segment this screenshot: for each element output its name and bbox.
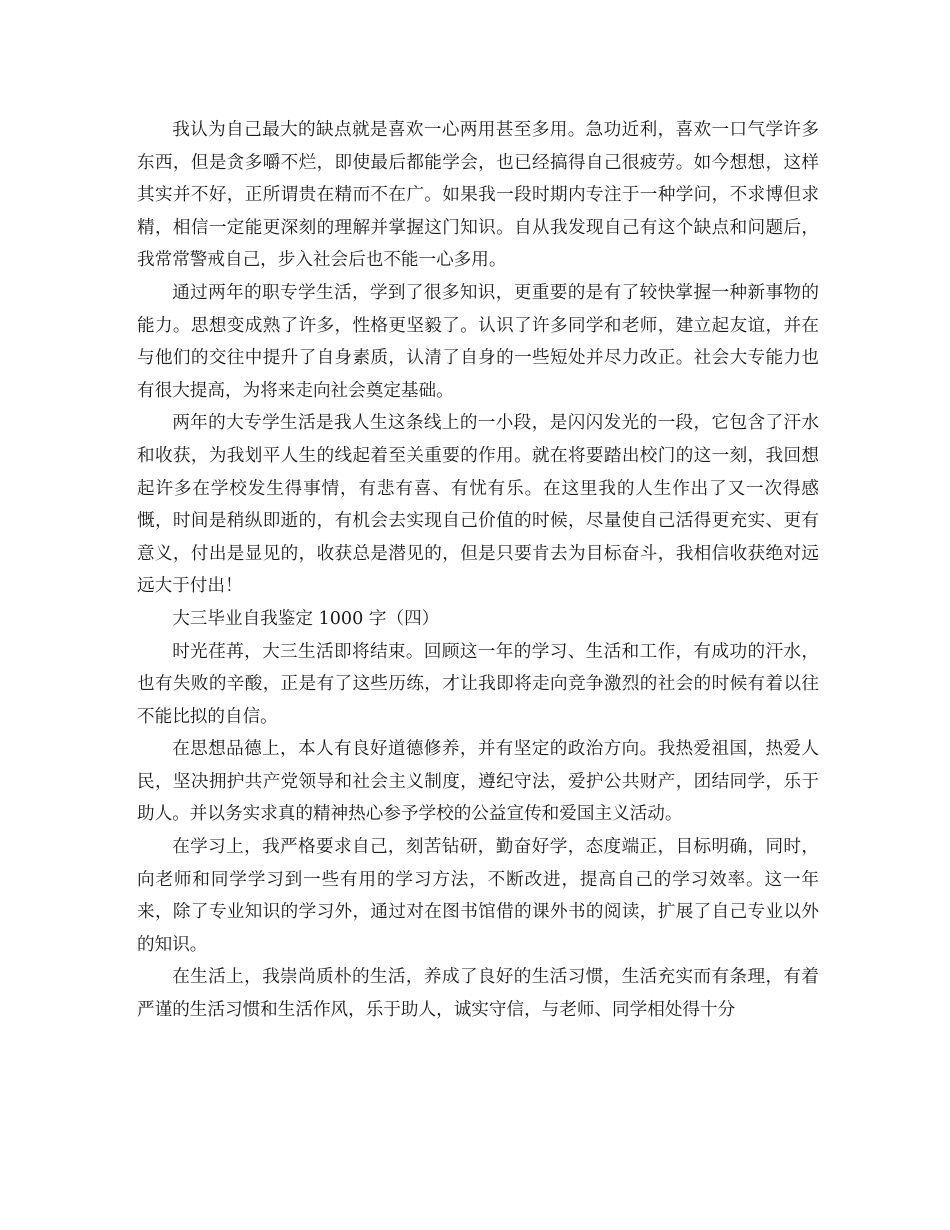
paragraph-study: 在学习上，我严格要求自己，刻苦钻研，勤奋好学，态度端正，目标明确，同时，向老师和同学学习到一些有用的学习方法，不断改进，提高自己的学习效率。这一年来，除了专业知识的学习外，通过对在图书馆借的课外书的阅读，扩展了自己专业以外的知识。 [137, 837, 819, 955]
paragraph-moral-character: 在思想品德上，本人有良好道德修养，并有坚定的政治方向。我热爱祖国，热爱人民，坚决拥护共产党领导和社会主义制度，遵纪守法，爱护公共财产，团结同学，乐于助人。并以务实求真的精神热心参予学校的公益宣传和爱国主义活动。 [137, 739, 819, 825]
paragraph-year-review: 时光荏苒，大三生活即将结束。回顾这一年的学习、生活和工作，有成功的汗水，也有失败的辛酸，正是有了这些历练，才让我即将走向竞争激烈的社会的时候有着以往不能比拟的自信。 [137, 641, 819, 727]
paragraph-shortcomings: 我认为自己最大的缺点就是喜欢一心两用甚至多用。急功近利，喜欢一口气学许多东西，但是贪多嚼不烂，即使最后都能学会，也已经搞得自己很疲劳。如今想想，这样其实并不好，正所谓贵在精而不在广。如果我一段时期内专注于一种学问，不求博但求精，相信一定能更深刻的理解并掌握这门知识。自从我发现自己有这个缺点和问题后，我常常警戒自己，步入社会后也不能一心多用。 [137, 120, 819, 271]
paragraph-life-reflection: 两年的大专学生活是我人生这条线上的一小段，是闪闪发光的一段，它包含了汗水和收获，为我划平人生的线起着至关重要的作用。就在将要踏出校门的这一刻，我回想起许多在学校发生得事情，有悲有喜、有忧有乐。在这里我的人生作出了又一次得感慨，时间是稍纵即逝的，有机会去实现自己价值的时候，尽量使自己活得更充实、更有意义，付出是显见的，收获总是潜见的，但是只要肯去为目标奋斗，我相信收获绝对远远大于付出！ [137, 413, 819, 597]
document-body [137, 114, 819, 1027]
paragraph-two-years-study: 通过两年的职专学生活，学到了很多知识，更重要的是有了较快掌握一种新事物的能力。思想变成熟了许多，性格更坚毅了。认识了许多同学和老师，建立起友谊，并在与他们的交往中提升了自身素质，认清了自身的一些短处并尽力改正。社会大专能力也有很大提高，为将来走向社会奠定基础。 [137, 282, 819, 401]
paragraph-daily-life: 在生活上，我崇尚质朴的生活，养成了良好的生活习惯，生活充实而有条理，有着严谨的生活习惯和生活作风，乐于助人，诚实守信，与老师、同学相处得十分 [137, 967, 819, 1021]
section-heading: 大三毕业自我鉴定 1000 字（四） [172, 608, 440, 629]
